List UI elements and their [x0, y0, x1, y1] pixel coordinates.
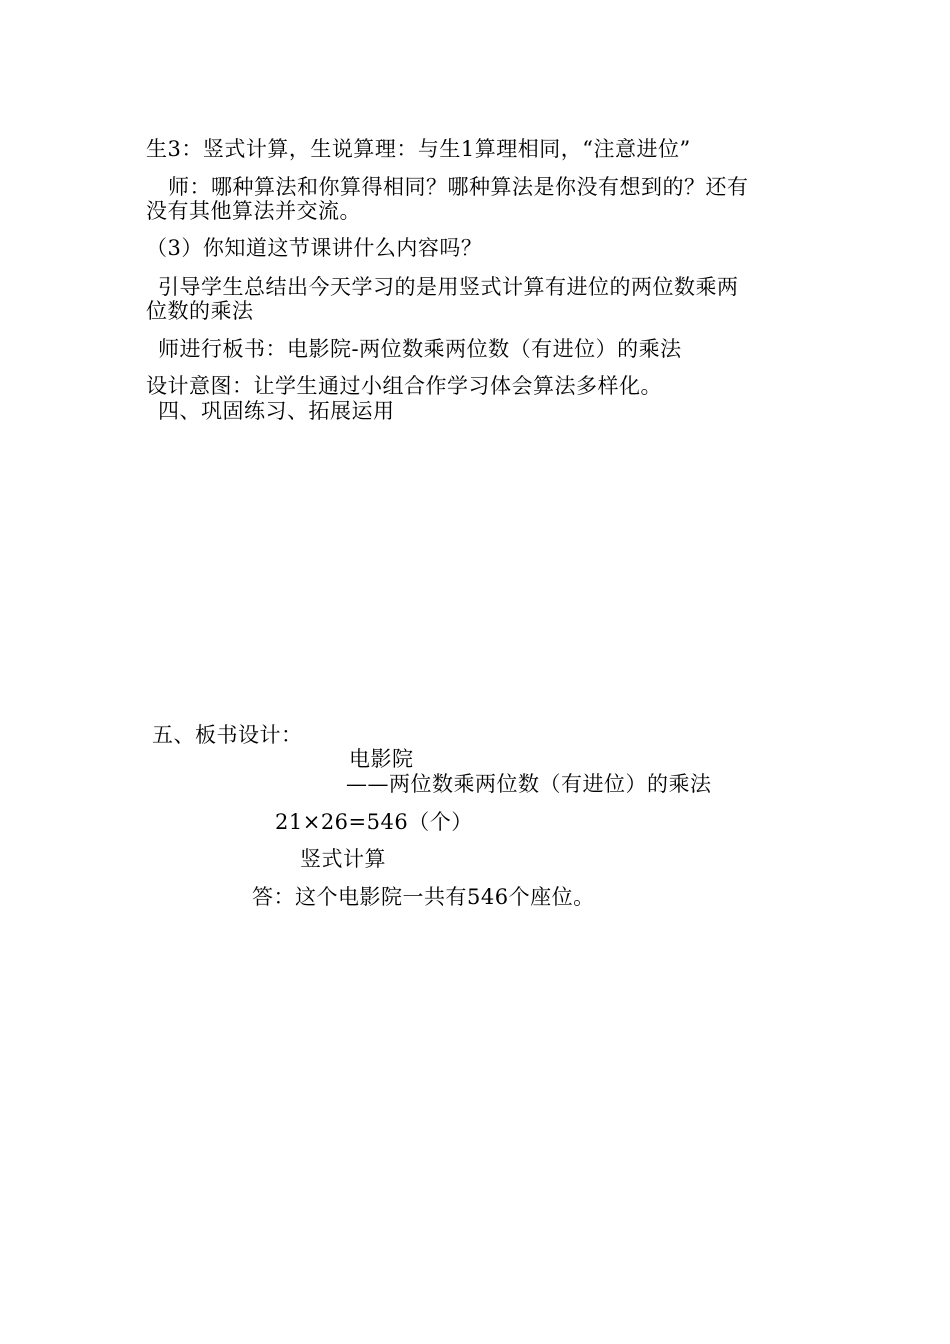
board-title: 电影院: [349, 747, 414, 771]
paragraph-question-3: （3）你知道这节课讲什么内容吗？: [146, 236, 483, 260]
paragraph-board-writing: 师进行板书：电影院-两位数乘两位数（有进位）的乘法: [158, 337, 682, 361]
paragraph-design-intent: 设计意图：让学生通过小组合作学习体会算法多样化。: [146, 374, 662, 398]
section-heading-practice: 四、巩固练习、拓展运用: [158, 399, 395, 423]
paragraph-guide-summary-line1: 引导学生总结出今天学习的是用竖式计算有进位的两位数乘两: [158, 275, 739, 299]
paragraph-teacher-question-line2: 没有其他算法并交流。: [146, 199, 361, 223]
paragraph-guide-summary-line2: 位数的乘法: [146, 299, 254, 323]
paragraph-student-3: 生3：竖式计算，生说算理：与生1算理相同，“注意进位”: [146, 137, 691, 161]
section-heading-board-design: 五、板书设计：: [152, 723, 303, 747]
board-subtitle: ——两位数乘两位数（有进位）的乘法: [346, 772, 712, 796]
board-equation: 21×26=546（个）: [275, 810, 473, 834]
paragraph-teacher-question-line1: 师：哪种算法和你算得相同？哪种算法是你没有想到的？还有: [168, 175, 749, 199]
board-answer: 答：这个电影院一共有546个座位。: [252, 885, 595, 909]
board-method: 竖式计算: [300, 847, 386, 871]
